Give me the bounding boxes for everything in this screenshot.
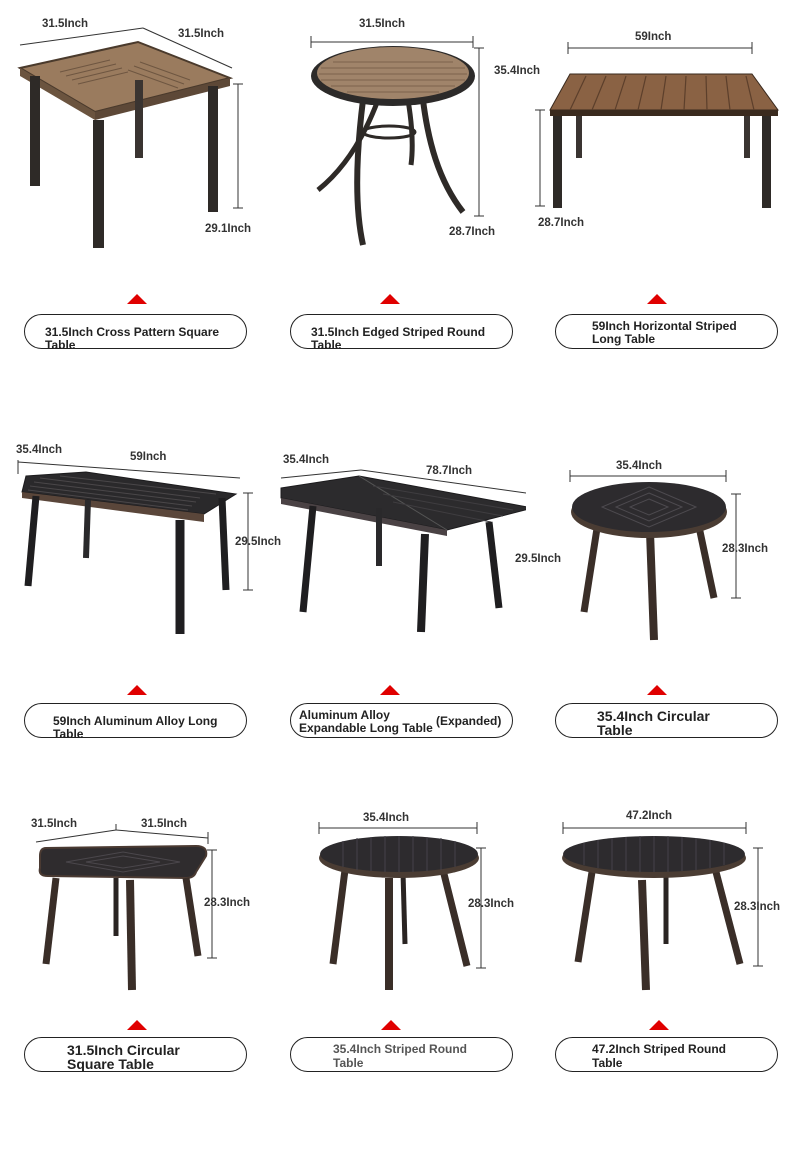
product-name: 31.5Inch Edged Striped Round Table bbox=[311, 325, 486, 352]
dimension-label: 59Inch bbox=[130, 451, 167, 463]
product-name-pill bbox=[555, 314, 778, 349]
product-name-note: (Expanded) bbox=[436, 714, 502, 728]
dimension-label: 35.4Inch bbox=[616, 460, 663, 472]
product-image bbox=[0, 0, 263, 290]
product-image bbox=[526, 0, 789, 290]
round-table-illustration bbox=[263, 0, 526, 290]
square-table-illustration bbox=[0, 0, 263, 290]
dimension-label: 47.2Inch bbox=[626, 810, 673, 822]
product-name: 35.4Inch Circular bbox=[597, 708, 710, 724]
dimension-label: 35.4Inch bbox=[494, 65, 541, 77]
dimension-label: 35.4Inch bbox=[283, 454, 330, 466]
dimension-label: 31.5Inch bbox=[42, 18, 89, 30]
product-name: Long Table bbox=[592, 332, 656, 346]
product-card-6 bbox=[526, 390, 789, 774]
product-name: 31.5Inch Circular bbox=[67, 1042, 180, 1058]
dimension-label: 28.3Inch bbox=[722, 543, 769, 555]
expandable-table-illustration bbox=[263, 390, 526, 680]
product-card-9 bbox=[526, 768, 789, 1152]
product-image bbox=[0, 768, 263, 1058]
product-name-pill bbox=[555, 703, 778, 738]
product-name-pill bbox=[290, 314, 513, 352]
red-triangle-icon bbox=[127, 294, 147, 304]
product-name-pill bbox=[290, 703, 513, 738]
product-name: 47.2Inch Striped Round bbox=[592, 1042, 727, 1056]
dimension-label: 59Inch bbox=[635, 31, 672, 43]
product-card-5 bbox=[263, 390, 562, 774]
red-triangle-icon bbox=[127, 1020, 147, 1030]
product-card-7 bbox=[0, 768, 263, 1152]
red-triangle-icon bbox=[647, 685, 667, 695]
dimension-label: 31.5Inch bbox=[141, 818, 188, 830]
red-triangle-icon bbox=[380, 294, 400, 304]
dimension-label: 31.5Inch bbox=[31, 818, 78, 830]
product-name-pill bbox=[24, 1037, 247, 1072]
product-image bbox=[526, 768, 789, 1058]
red-triangle-icon bbox=[380, 685, 400, 695]
dimension-label: 29.5Inch bbox=[515, 553, 562, 565]
product-name-pill bbox=[24, 703, 247, 741]
product-name-pill bbox=[24, 314, 247, 352]
dimension-label: 28.7Inch bbox=[449, 226, 496, 238]
dimension-label: 29.5Inch bbox=[235, 536, 282, 548]
product-name: 35.4Inch Striped Round bbox=[333, 1042, 468, 1056]
long-table-illustration bbox=[526, 0, 789, 290]
red-triangle-icon bbox=[381, 1020, 401, 1030]
product-name: 59Inch Aluminum Alloy Long Table bbox=[53, 714, 218, 741]
product-name: Aluminum Alloy bbox=[299, 708, 390, 722]
product-image bbox=[263, 0, 541, 290]
red-triangle-icon bbox=[647, 294, 667, 304]
dimension-label: 28.3Inch bbox=[204, 897, 251, 909]
product-card-8 bbox=[263, 768, 526, 1152]
dimension-label: 31.5Inch bbox=[178, 28, 225, 40]
dimension-label: 28.3Inch bbox=[734, 901, 781, 913]
product-name: Table bbox=[333, 1056, 364, 1070]
dimension-label: 35.4Inch bbox=[16, 444, 63, 456]
dimension-label: 78.7Inch bbox=[426, 465, 473, 477]
product-card-2 bbox=[263, 0, 541, 384]
product-card-4 bbox=[0, 390, 282, 774]
product-image bbox=[263, 768, 526, 1058]
red-triangle-icon bbox=[127, 685, 147, 695]
product-image bbox=[526, 390, 789, 680]
product-name-pill bbox=[290, 1037, 513, 1072]
product-name: 31.5Inch Cross Pattern Square Table bbox=[45, 325, 220, 352]
product-image bbox=[0, 390, 282, 680]
circular-table-illustration bbox=[526, 390, 789, 680]
product-card-3 bbox=[526, 0, 789, 384]
circular-square-table-illustration bbox=[0, 768, 263, 1058]
long-table-illustration bbox=[0, 390, 263, 680]
red-triangle-icon bbox=[649, 1020, 669, 1030]
product-name: Table bbox=[592, 1056, 623, 1070]
dimension-label: 29.1Inch bbox=[205, 223, 252, 235]
product-name: 59Inch Horizontal Striped bbox=[592, 319, 737, 333]
dimension-label: 28.7Inch bbox=[538, 217, 585, 229]
dimension-label: 28.3Inch bbox=[468, 898, 515, 910]
dimension-label: 31.5Inch bbox=[359, 18, 406, 30]
product-name: Expandable Long Table bbox=[299, 721, 433, 735]
dimension-label: 35.4Inch bbox=[363, 812, 410, 824]
product-name: Table bbox=[597, 722, 633, 738]
product-card-1 bbox=[0, 0, 263, 384]
product-name: Square Table bbox=[67, 1056, 154, 1072]
product-name-pill bbox=[555, 1037, 778, 1072]
product-image bbox=[263, 390, 562, 680]
